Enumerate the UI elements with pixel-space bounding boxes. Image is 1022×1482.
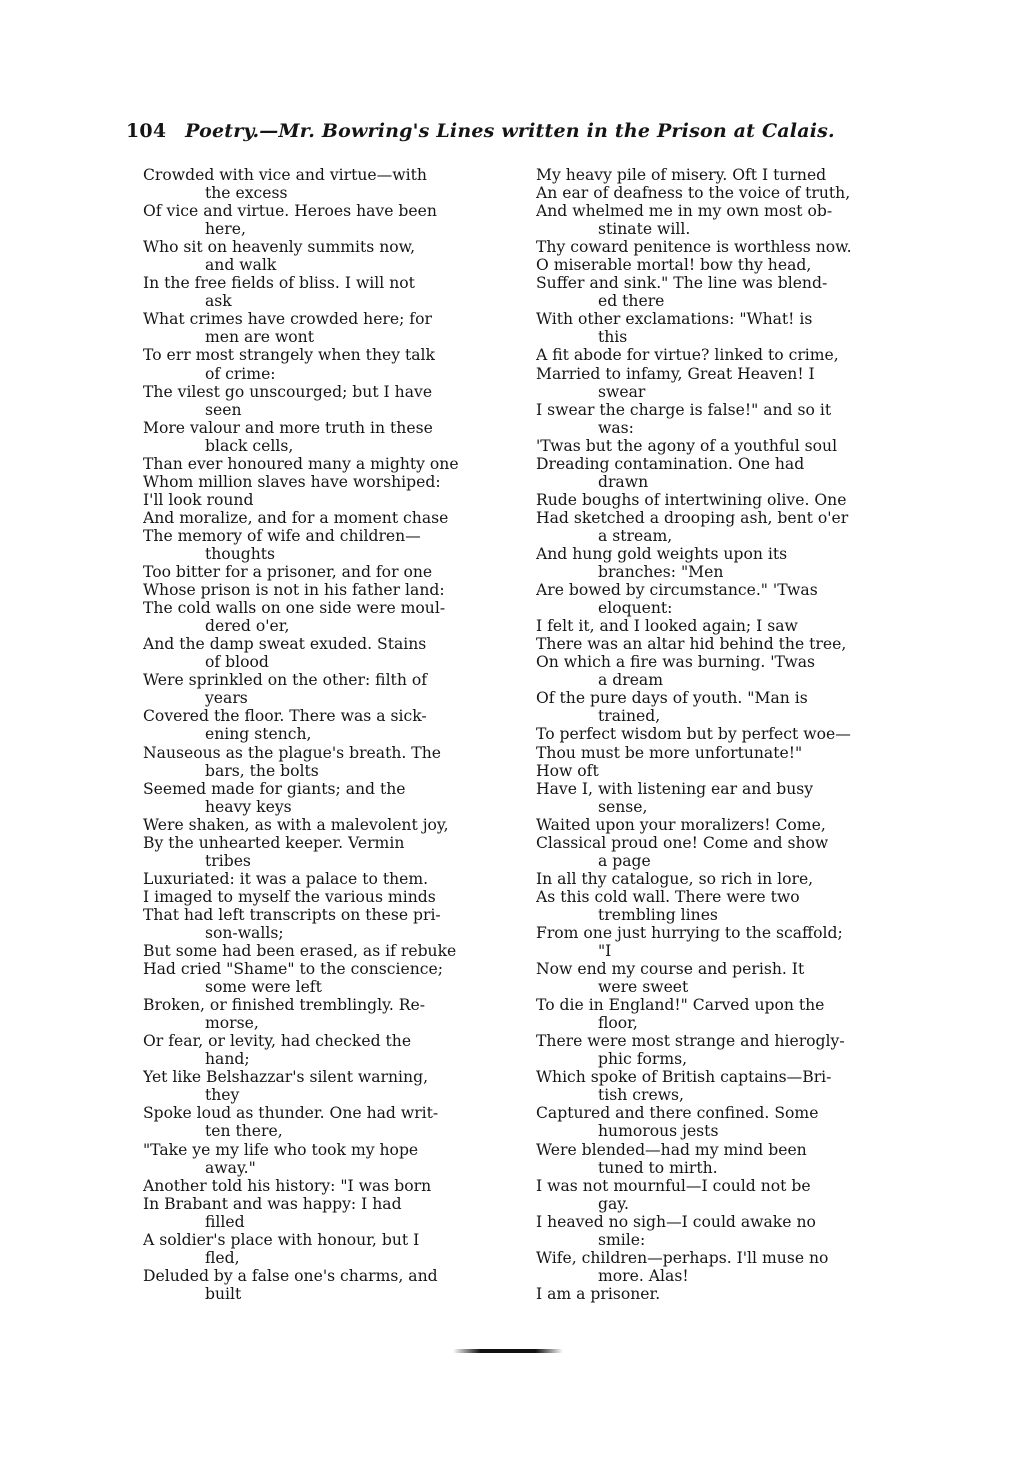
poem-line: built [205, 1284, 242, 1303]
poem-line: drawn [598, 472, 649, 491]
poem-line: I heaved no sigh—I could awake no [536, 1212, 816, 1231]
poem-line: Were shaken, as with a malevolent joy, [143, 815, 449, 834]
poem-line: tribes [205, 851, 251, 870]
poem-line: 'Twas but the agony of a youthful soul [536, 436, 838, 455]
poem-line: Were sprinkled on the other: filth of [143, 671, 427, 690]
poem-line: some were left [205, 978, 322, 997]
poem-line: stinate will. [598, 220, 691, 239]
poem-line: Which spoke of British captains—Bri- [536, 1068, 832, 1087]
poem-line: years [205, 689, 248, 708]
poem-line: And the damp sweat exuded. Stains [143, 635, 427, 654]
poem-line: The memory of wife and children— [143, 526, 421, 545]
poem-line: floor, [598, 1014, 638, 1033]
poem-line: Dreading contamination. One had [536, 454, 805, 473]
poem-line: In the free fields of bliss. I will not [143, 274, 415, 293]
poem-line: bars, the bolts [205, 761, 319, 780]
poem-line: smile: [598, 1230, 646, 1249]
poem-line: Thy coward penitence is worthless now. [536, 238, 852, 257]
poem-line: How oft [536, 761, 599, 780]
poem-line: With other exclamations: "What! is [536, 310, 813, 329]
poem-line: Another told his history: "I was born [143, 1176, 432, 1195]
poem-line: morse, [205, 1014, 259, 1033]
end-rule [453, 1349, 563, 1353]
poem-line: Had sketched a drooping ash, bent o'er [536, 508, 849, 527]
poem-line: hand; [205, 1050, 250, 1069]
poem-line: sense, [598, 797, 648, 816]
running-title: Poetry.—Mr. Bowring's Lines written in the Prison at Calais. [185, 120, 835, 142]
poem-line: fled, [205, 1248, 240, 1267]
poem-line: That had left transcripts on these pri- [143, 905, 441, 924]
poem-line: the excess [205, 184, 288, 203]
poem-line: Luxuriated: it was a palace to them. [143, 869, 429, 888]
poem-line: Had cried "Shame" to the conscience; [143, 960, 443, 979]
poem-line: The cold walls on one side were moul- [143, 599, 446, 618]
poem-line: of crime: [205, 364, 276, 383]
poem-line: I am a prisoner. [536, 1284, 661, 1303]
poem-line: On which a fire was burning. 'Twas [536, 653, 816, 672]
poem-line: trembling lines [598, 905, 718, 924]
poem-line: But some had been erased, as if rebuke [143, 942, 457, 961]
poem-line: this [598, 328, 628, 347]
poem-line: What crimes have crowded here; for [143, 310, 432, 329]
poem-line: In Brabant and was happy: I had [143, 1194, 402, 1213]
poem-line: men are wont [205, 328, 314, 347]
poem-line: In all thy catalogue, so rich in lore, [536, 869, 814, 888]
poem-line: A fit abode for virtue? linked to crime, [536, 346, 839, 365]
poem-line: Spoke loud as thunder. One had writ- [143, 1104, 439, 1123]
poem-line: more. Alas! [598, 1266, 689, 1285]
poem-line: By the unhearted keeper. Vermin [143, 833, 405, 852]
poem-line: To err most strangely when they talk [143, 346, 435, 365]
poem-line: And moralize, and for a moment chase [143, 508, 449, 527]
poem-line: A soldier's place with honour, but I [143, 1230, 420, 1249]
poem-line: tuned to mirth. [598, 1158, 718, 1177]
poem-line: a page [598, 851, 651, 870]
poem-line: Or fear, or levity, had checked the [143, 1032, 412, 1051]
running-header [126, 120, 896, 142]
poem-line: seen [205, 400, 242, 419]
poem-line: eloquent: [598, 599, 673, 618]
poem-line: heavy keys [205, 797, 292, 816]
poem-line: trained, [598, 707, 661, 726]
poem-line: away." [205, 1158, 256, 1177]
poem-line: tish crews, [598, 1086, 684, 1105]
poem-line: phic forms, [598, 1050, 688, 1069]
poem-line: I felt it, and I looked again; I saw [536, 617, 798, 636]
poem-line: "Take ye my life who took my hope [143, 1140, 419, 1159]
poem-line: Yet like Belshazzar's silent warning, [143, 1068, 429, 1087]
poem-line: An ear of deafness to the voice of truth, [536, 184, 851, 203]
poem-line: they [205, 1086, 240, 1105]
poem-line: My heavy pile of misery. Oft I turned [536, 166, 827, 184]
poem-line: Of vice and virtue. Heroes have been [143, 202, 437, 221]
right-column [536, 166, 892, 1303]
poem-line: Crowded with vice and virtue—with [143, 166, 427, 184]
poem-line: and walk [205, 256, 277, 275]
poem-line: And hung gold weights upon its [536, 544, 788, 563]
poem-line: swear [598, 382, 646, 401]
poem-line: "I [598, 942, 612, 961]
poem-line: a stream, [598, 526, 673, 545]
poem-line: To die in England!" Carved upon the [536, 996, 825, 1015]
poem-line: Who sit on heavenly summits now, [143, 238, 416, 257]
poem-line: There were most strange and hierogly- [536, 1032, 845, 1051]
poem-line: There was an altar hid behind the tree, [536, 635, 847, 654]
poem-line: Whose prison is not in his father land: [143, 581, 445, 600]
poem-line: And whelmed me in my own most ob- [536, 202, 833, 221]
poem-line: I swear the charge is false!" and so it [536, 400, 832, 419]
poem-line: To perfect wisdom but by perfect woe— [536, 725, 851, 744]
poem-line: dered o'er, [205, 617, 290, 636]
poem-line: of blood [205, 653, 269, 672]
poem-line: O miserable mortal! bow thy head, [536, 256, 812, 275]
poem-line: Now end my course and perish. It [536, 960, 805, 979]
poem-line: a dream [598, 671, 664, 690]
poem-line: Are bowed by circumstance." 'Twas [536, 581, 818, 600]
poem-line: Captured and there confined. Some [536, 1104, 819, 1123]
poem-line: humorous jests [598, 1122, 719, 1141]
poem-line: Were blended—had my mind been [536, 1140, 807, 1159]
poem-line: Covered the floor. There was a sick- [143, 707, 427, 726]
poem-line: Broken, or finished tremblingly. Re- [143, 996, 425, 1015]
poem-line: The vilest go unscourged; but I have [143, 382, 433, 401]
poem-line: branches: "Men [598, 563, 724, 582]
poem-line: Nauseous as the plague's breath. The [143, 743, 441, 762]
poem-line: Too bitter for a prisoner, and for one [143, 563, 433, 582]
poem-line: was: [598, 418, 634, 437]
poem-line: I imaged to myself the various minds [143, 887, 436, 906]
poem-line: here, [205, 220, 246, 239]
poem-line: ed there [598, 292, 665, 311]
poem-line: As this cold wall. There were two [536, 887, 800, 906]
poem-line: Than ever honoured many a mighty one [143, 454, 459, 473]
poem-line: Whom million slaves have worshiped: [143, 472, 441, 491]
poem-line: Suffer and sink." The line was blend- [536, 274, 828, 293]
poem-line: filled [205, 1212, 245, 1231]
poem-line: Thou must be more unfortunate!" [536, 743, 803, 762]
page-number: 104 [126, 120, 167, 142]
poem-line: Seemed made for giants; and the [143, 779, 406, 798]
left-column [143, 166, 499, 1303]
poem-line: ask [205, 292, 232, 311]
poem-line: Wife, children—perhaps. I'll muse no [536, 1248, 829, 1267]
poem-line: Classical proud one! Come and show [536, 833, 829, 852]
poem-line: Rude boughs of intertwining olive. One [536, 490, 847, 509]
poem-line: were sweet [598, 978, 689, 997]
poem-line: black cells, [205, 436, 294, 455]
poem-line: Have I, with listening ear and busy [536, 779, 814, 798]
poem-line: son-walls; [205, 923, 284, 942]
poem-line: Of the pure days of youth. "Man is [536, 689, 808, 708]
poem-line: Waited upon your moralizers! Come, [536, 815, 826, 834]
poem-line: More valour and more truth in these [143, 418, 433, 437]
poem-line: Married to infamy, Great Heaven! I [536, 364, 815, 383]
poem-line: I was not mournful—I could not be [536, 1176, 811, 1195]
poem-line: ening stench, [205, 725, 312, 744]
poem-line: Deluded by a false one's charms, and [143, 1266, 438, 1285]
poem-line: From one just hurrying to the scaffold; [536, 923, 843, 942]
poem-line: ten there, [205, 1122, 283, 1141]
poem-line: I'll look round [143, 490, 254, 509]
poem-line: gay. [598, 1194, 629, 1213]
poem-line: thoughts [205, 544, 276, 563]
